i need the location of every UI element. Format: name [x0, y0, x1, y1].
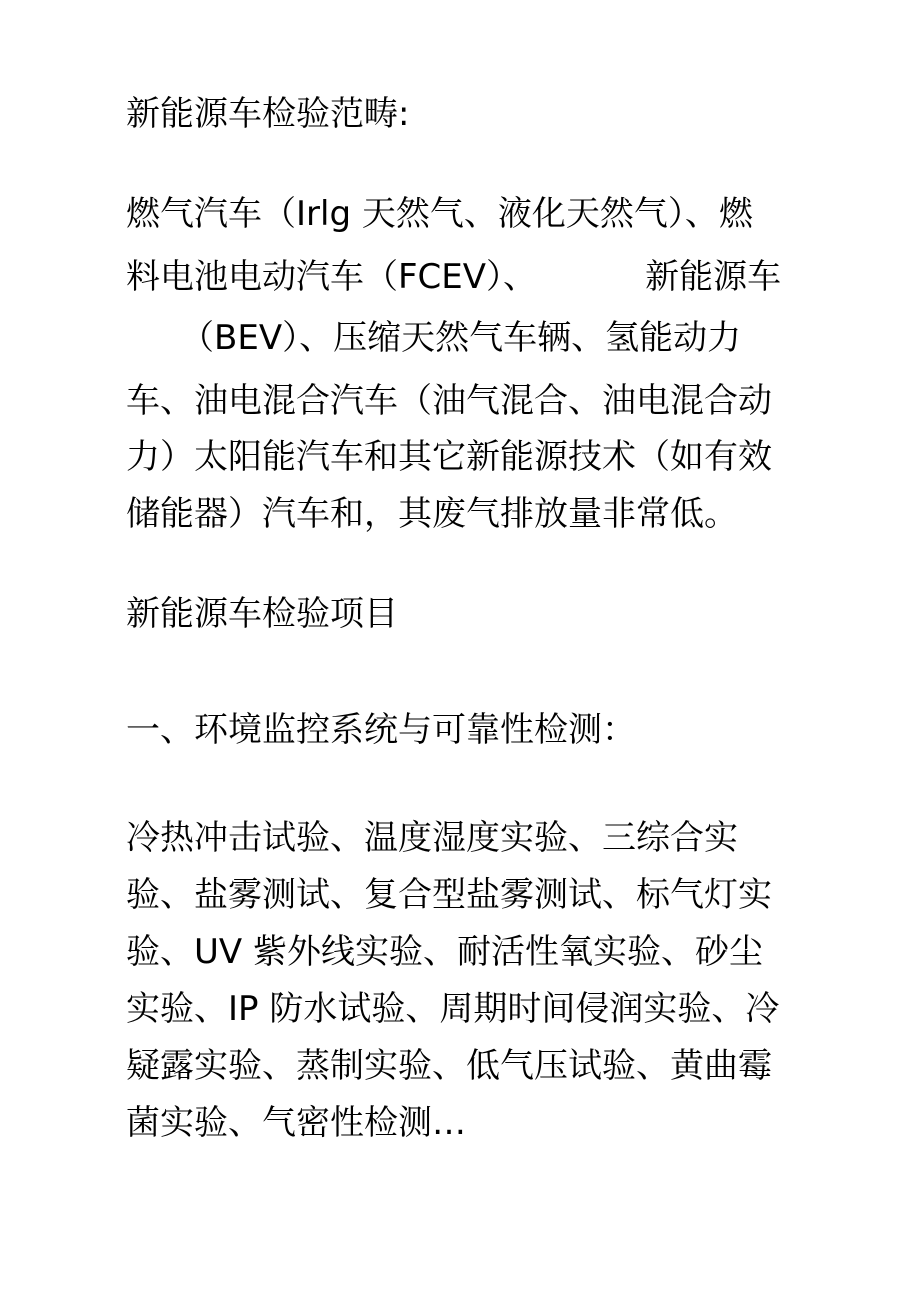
section-one-paragraph-line: 疑露实验、蒸制实验、低气压试验、黄曲霉	[126, 1046, 772, 1086]
section-one-paragraph-line: 实验、IP 防水试验、周期时间侵润实验、冷	[126, 989, 780, 1029]
section-one-paragraph-line: 冷热冲击试验、温度湿度实验、三综合实	[126, 818, 738, 858]
scope-paragraph-line: 储能器）汽车和，其废气排放量非常低。	[126, 494, 738, 534]
scope-paragraph-line: 料电池电动汽车（FCEV）、 新能源车	[126, 257, 782, 297]
scope-heading: 新能源车检验范畴:	[126, 94, 410, 134]
scope-paragraph-line: 燃气汽车（Irlg 天然气、液化天然气）、燃	[126, 194, 753, 234]
section-one-heading: 一、环境监控系统与可靠性检测：	[126, 710, 636, 750]
items-heading: 新能源车检验项目	[126, 594, 398, 634]
scope-paragraph-line: 力）太阳能汽车和其它新能源技术（如有效	[126, 437, 772, 477]
scope-paragraph-line: （BEV）、压缩天然气车辆、氢能动力	[126, 318, 742, 358]
section-one-paragraph-line: 验、盐雾测试、复合型盐雾测试、标气灯实	[126, 875, 772, 915]
section-one-paragraph-line: 菌实验、气密性检测…	[126, 1103, 466, 1143]
section-one-paragraph-line: 验、UV 紫外线实验、耐活性氧实验、砂尘	[126, 932, 763, 972]
scope-paragraph-line: 车、油电混合汽车（油气混合、油电混合动	[126, 381, 772, 421]
